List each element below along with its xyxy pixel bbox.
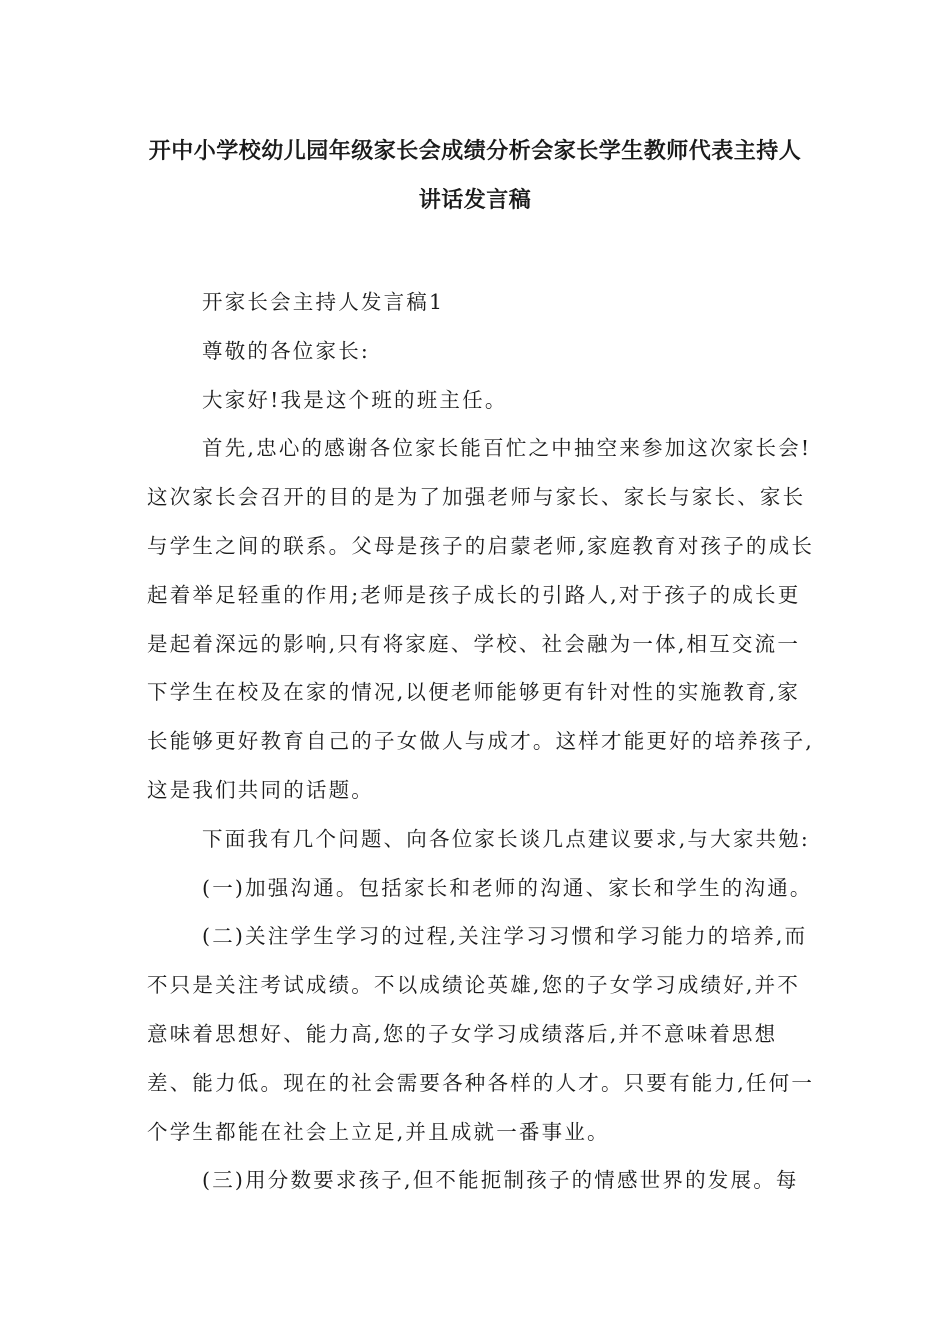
body-line: (二)关注学生学习的过程,关注学习习惯和学习能力的培养,而 xyxy=(202,924,808,949)
body-line: 这次家长会召开的目的是为了加强老师与家长、家长与家长、家长 xyxy=(147,485,806,510)
section-heading: 开家长会主持人发言稿1 xyxy=(202,290,445,314)
document-title-line-2: 讲话发言稿 xyxy=(418,188,532,213)
body-line: 首先,忠心的感谢各位家长能百忙之中抽空来参加这次家长会! xyxy=(202,436,812,461)
body-line: 是起着深远的影响,只有将家庭、学校、社会融为一体,相互交流一 xyxy=(147,631,801,656)
body-line: 这是我们共同的话题。 xyxy=(147,777,374,802)
body-line: 意味着思想好、能力高,您的子女学习成绩落后,并不意味着思想 xyxy=(147,1021,778,1046)
body-line: 与学生之间的联系。父母是孩子的启蒙老师,家庭教育对孩子的成长 xyxy=(147,533,815,558)
body-line: 差、能力低。现在的社会需要各种各样的人才。只要有能力,任何一 xyxy=(147,1070,815,1095)
body-line: 长能够更好教育自己的子女做人与成才。这样才能更好的培养孩子, xyxy=(147,729,815,754)
body-line: (三)用分数要求孩子,但不能扼制孩子的情感世界的发展。每 xyxy=(202,1168,799,1193)
body-line: 大家好!我是这个班的班主任。 xyxy=(202,387,508,412)
salutation: 尊敬的各位家长: xyxy=(202,338,371,363)
document-body xyxy=(147,284,815,1211)
body-line: (一)加强沟通。包括家长和老师的沟通、家长和学生的沟通。 xyxy=(202,875,813,900)
body-line: 下面我有几个问题、向各位家长谈几点建议要求,与大家共勉: xyxy=(202,826,811,851)
body-line: 不只是关注考试成绩。不以成绩论英雄,您的子女学习成绩好,并不 xyxy=(147,973,801,998)
document-title-line-1: 开中小学校幼儿园年级家长会成绩分析会家长学生教师代表主持人 xyxy=(148,139,802,164)
body-line: 个学生都能在社会上立足,并且成就一番事业。 xyxy=(147,1119,610,1144)
body-line: 下学生在校及在家的情况,以便老师能够更有针对性的实施教育,家 xyxy=(147,680,801,705)
body-line: 起着举足轻重的作用;老师是孩子成长的引路人,对于孩子的成长更 xyxy=(147,582,801,607)
